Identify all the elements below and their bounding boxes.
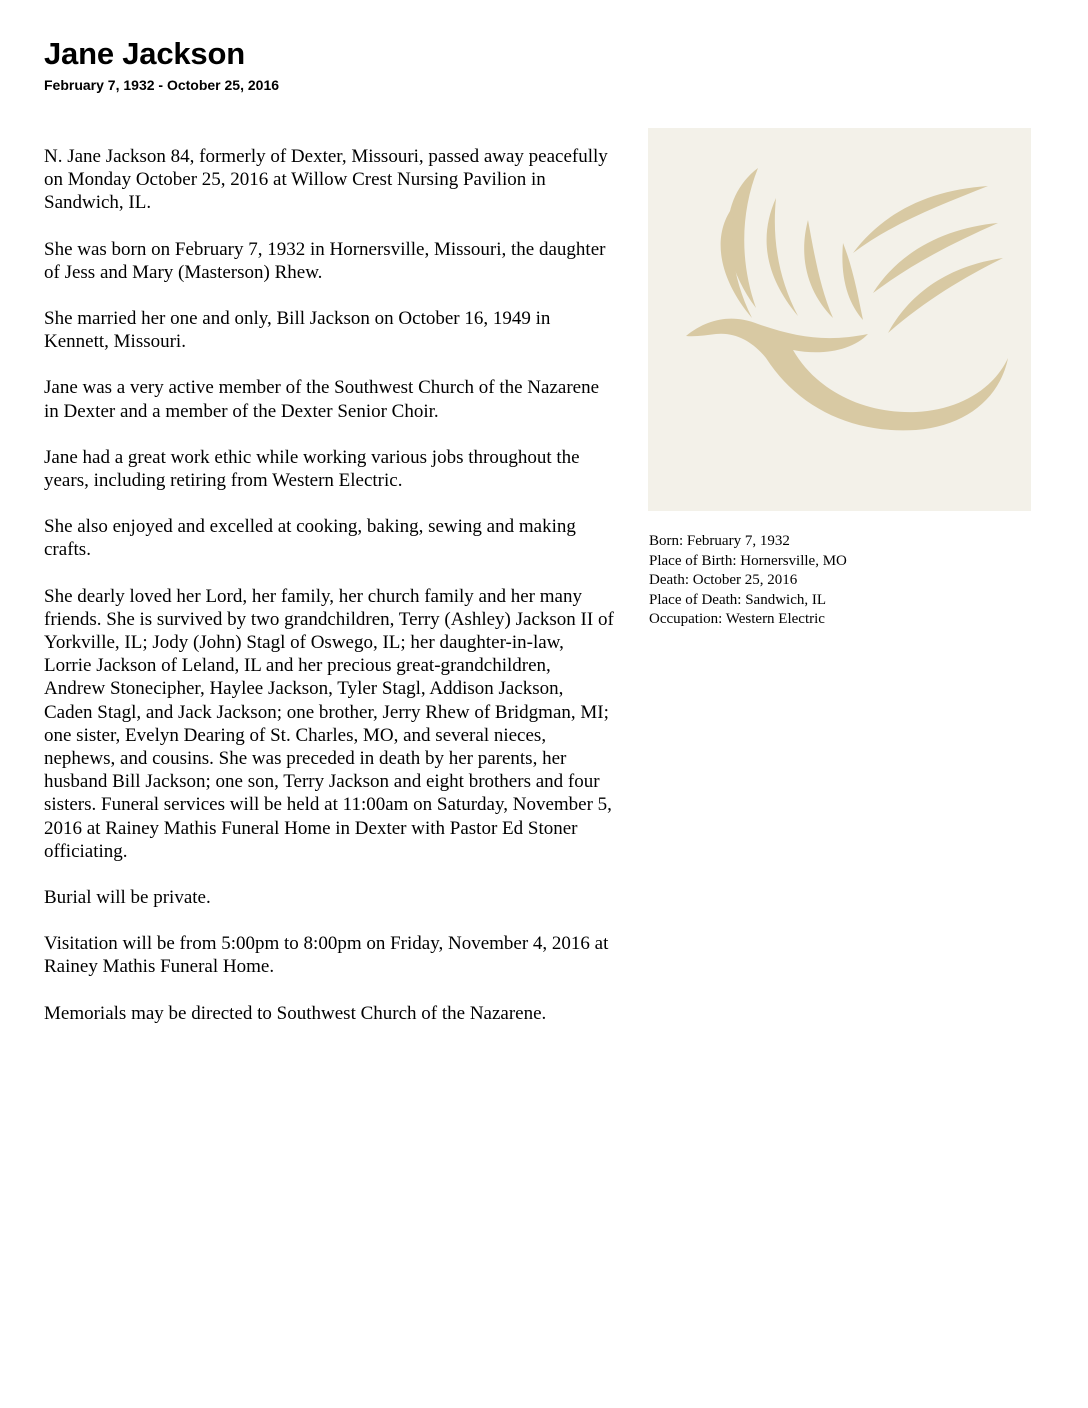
paragraph: She married her one and only, Bill Jackson on October 16, 1949 in Kennett, Missouri. (44, 308, 551, 353)
paragraph: She was born on February 7, 1932 in Hornersville, Missouri, the daughter of Jess and Mary (Masterson) Rhew. (44, 238, 606, 283)
paragraph: Burial will be private. (44, 887, 211, 909)
page-title: Jane Jackson (44, 36, 245, 71)
fact-occupation: Occupation: Western Electric (649, 611, 825, 628)
paragraph: She dearly loved her Lord, her family, her church family and her many friends. She is survived by two grandchildren, Terry (Ashley) Jackson II of Yorkville, IL; Jody (John) Stagl of Oswego, IL; her daughter-in-law, Lorrie Jackson of Leland, IL and her precious great-grandchildren, Andrew Stonecipher, Haylee Jackson, Tyler Stagl, Addison Jackson, Caden Stagl, and Jack Jackson; one brother, Jerry Rhew of Bridgman, MI; one sister, Evelyn Dearing of St. Charles, MO, and several nieces, nephews, and cousins. She was preceded in death by her parents, her husband Bill Jackson; one son, Terry Jackson and eight brothers and four sisters. Funeral services will be held at 11:00am on Saturday, November 5, 2016 at Rainey Mathis Funeral Home in Dexter with Pastor Ed Stoner officiating. (44, 585, 614, 862)
dove-icon (648, 128, 1031, 511)
obituary-body (44, 145, 614, 1048)
fact-place-of-birth: Place of Birth: Hornersville, MO (649, 552, 847, 569)
paragraph: Visitation will be from 5:00pm to 8:00pm on Friday, November 4, 2016 at Rainey Mathis Funeral Home. (44, 933, 609, 978)
paragraph: She also enjoyed and excelled at cooking, baking, sewing and making crafts. (44, 516, 576, 561)
vital-facts (649, 532, 1029, 630)
fact-death: Death: October 25, 2016 (649, 572, 798, 589)
paragraph: N. Jane Jackson 84, formerly of Dexter, Missouri, passed away peacefully on Monday October 25, 2016 at Willow Crest Nursing Pavilion in Sandwich, IL. (44, 146, 608, 214)
memorial-photo (648, 128, 1031, 511)
paragraph: Jane had a great work ethic while working various jobs throughout the years, including retiring from Western Electric. (44, 446, 580, 492)
paragraph: Memorials may be directed to Southwest Church of the Nazarene. (44, 1002, 547, 1024)
paragraph: Jane was a very active member of the Southwest Church of the Nazarene in Dexter and a member of the Dexter Senior Choir. (44, 377, 600, 422)
life-dates: February 7, 1932 - October 25, 2016 (44, 77, 280, 93)
fact-born: Born: February 7, 1932 (649, 533, 790, 549)
fact-place-of-death: Place of Death: Sandwich, IL (649, 591, 827, 608)
obituary-header (44, 36, 279, 94)
